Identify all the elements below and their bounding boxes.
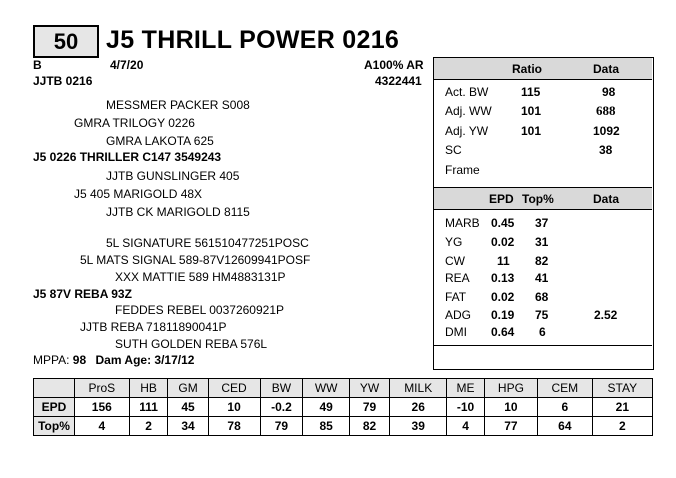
top-percent-value: 2 (129, 417, 168, 436)
pedigree-dam-sire-dam: XXX MATTIE 589 HM4883131P (115, 270, 286, 284)
divider (433, 79, 652, 80)
animal-name: J5 THRILL POWER 0216 (106, 26, 400, 54)
column-header: ProS (75, 379, 130, 398)
column-header: ME (447, 379, 484, 398)
epd-value: 26 (390, 398, 447, 417)
pedigree-sire-dam-sire: JJTB GUNSLINGER 405 (106, 169, 240, 183)
column-header: HPG (484, 379, 537, 398)
breed-percentage: A100% AR (364, 58, 424, 72)
epd-value: 45 (168, 398, 208, 417)
act-bw-data: 98 (602, 85, 616, 99)
cw-label: CW (445, 254, 465, 268)
pedigree-dam-sire-sire: 5L SIGNATURE 561510477251POSC (106, 236, 309, 250)
rea-top: 41 (535, 271, 549, 285)
epd-value: 6 (538, 398, 593, 417)
adj-yw-ratio: 101 (521, 124, 542, 138)
pedigree-sire-sire-dam: GMRA LAKOTA 625 (106, 134, 214, 148)
act-bw-ratio: 115 (521, 85, 541, 99)
dmi-label: DMI (445, 325, 467, 339)
epd-value: -10 (447, 398, 484, 417)
dam-age-value: 3/17/12 (154, 353, 195, 367)
adg-data: 2.52 (594, 308, 618, 322)
column-header: YW (349, 379, 389, 398)
divider (433, 209, 652, 210)
epd-header: EPD (489, 192, 514, 206)
top-percent-value: 77 (484, 417, 537, 436)
birth-date: 4/7/20 (110, 58, 144, 72)
lot-number: 50 (33, 25, 99, 58)
performance-header (434, 58, 652, 79)
adj-yw-label: Adj. YW (445, 124, 489, 138)
mppa-value: 98 (72, 353, 87, 367)
epd-value: 10 (484, 398, 537, 417)
row-label: Top% (34, 417, 75, 436)
row-label: EPD (34, 398, 75, 417)
dmi-top: 6 (539, 325, 546, 339)
top-percent-value: 39 (390, 417, 447, 436)
tattoo: JJTB 0216 (33, 74, 93, 88)
sex-code: B (33, 58, 42, 72)
column-header: BW (260, 379, 303, 398)
top-percent-value: 4 (447, 417, 484, 436)
fat-label: FAT (445, 290, 467, 304)
top-percent-value: 82 (349, 417, 389, 436)
pedigree-sire: J5 0226 THRILLER C147 3549243 (33, 150, 222, 164)
marb-label: MARB (445, 216, 480, 230)
mppa-label: MPPA: (33, 353, 70, 367)
epd-value: 111 (129, 398, 168, 417)
epd-table-header-row (34, 379, 653, 398)
column-header: WW (303, 379, 350, 398)
yg-epd: 0.02 (491, 235, 515, 249)
top-percent-value: 78 (208, 417, 260, 436)
pedigree-dam-dam-dam: SUTH GOLDEN REBA 576L (115, 337, 268, 351)
epd-row (34, 398, 653, 417)
epd-value: 49 (303, 398, 350, 417)
pedigree-sire-sire-sire: MESSMER PACKER S008 (106, 98, 250, 112)
adj-yw-data: 1092 (593, 124, 620, 138)
column-header: MILK (390, 379, 447, 398)
epd-value: 156 (75, 398, 130, 417)
column-header: CEM (538, 379, 593, 398)
sc-label: SC (445, 143, 462, 157)
marb-top: 37 (535, 216, 549, 230)
epd-value: 79 (349, 398, 389, 417)
adg-label: ADG (445, 308, 472, 322)
column-header: GM (168, 379, 208, 398)
fat-top: 68 (535, 290, 549, 304)
frame-label: Frame (445, 163, 480, 177)
epd-value: -0.2 (260, 398, 303, 417)
top-percent-value: 64 (538, 417, 593, 436)
pedigree-sire-dam-dam: JJTB CK MARIGOLD 8115 (106, 205, 250, 219)
pedigree-sire-sire: GMRA TRILOGY 0226 (74, 116, 195, 130)
rea-label: REA (445, 271, 470, 285)
carcass-data-header: Data (593, 192, 620, 206)
top-percent-row (34, 417, 653, 436)
column-header: STAY (592, 379, 652, 398)
top-percent-value: 2 (592, 417, 652, 436)
mppa-row (33, 353, 194, 367)
data-header: Data (593, 62, 620, 76)
pedigree-dam-sire: 5L MATS SIGNAL 589-87V12609941POSF (80, 253, 311, 267)
top-percent-value: 34 (168, 417, 208, 436)
act-bw-label: Act. BW (445, 85, 489, 99)
adj-ww-ratio: 101 (521, 104, 542, 118)
pedigree-sire-dam: J5 405 MARIGOLD 48X (74, 187, 203, 201)
adj-ww-data: 688 (596, 103, 616, 118)
adg-epd: 0.19 (491, 308, 515, 322)
top-percent-value: 4 (75, 417, 130, 436)
dmi-epd: 0.64 (491, 325, 515, 339)
pedigree-dam-dam-sire: FEDDES REBEL 0037260921P (115, 303, 284, 317)
epd-value: 21 (592, 398, 652, 417)
top-percent-value: 79 (260, 417, 303, 436)
pedigree-dam-dam: JJTB REBA 71811890041P (80, 320, 227, 334)
top-percent-value: 85 (303, 417, 350, 436)
column-header: CED (208, 379, 260, 398)
rea-epd: 0.13 (491, 271, 515, 285)
sc-data: 38 (599, 143, 613, 157)
adj-ww-label: Adj. WW (445, 104, 492, 118)
top-percent-header: Top% (522, 192, 554, 206)
yg-top: 31 (535, 235, 549, 249)
pedigree-dam: J5 87V REBA 93Z (33, 287, 132, 301)
yg-label: YG (445, 235, 463, 249)
cw-epd: 11 (497, 254, 510, 268)
ratio-header: Ratio (512, 62, 542, 76)
registration-number: 4322441 (375, 74, 422, 88)
dam-age-label: Dam Age: (95, 353, 152, 367)
epd-value: 10 (208, 398, 260, 417)
epd-table (33, 378, 653, 436)
column-header: HB (129, 379, 168, 398)
divider (433, 345, 652, 346)
fat-epd: 0.02 (491, 290, 515, 304)
corner-cell (34, 379, 75, 398)
marb-epd: 0.45 (491, 216, 515, 230)
cw-top: 82 (535, 254, 549, 268)
adg-top: 75 (535, 308, 549, 322)
